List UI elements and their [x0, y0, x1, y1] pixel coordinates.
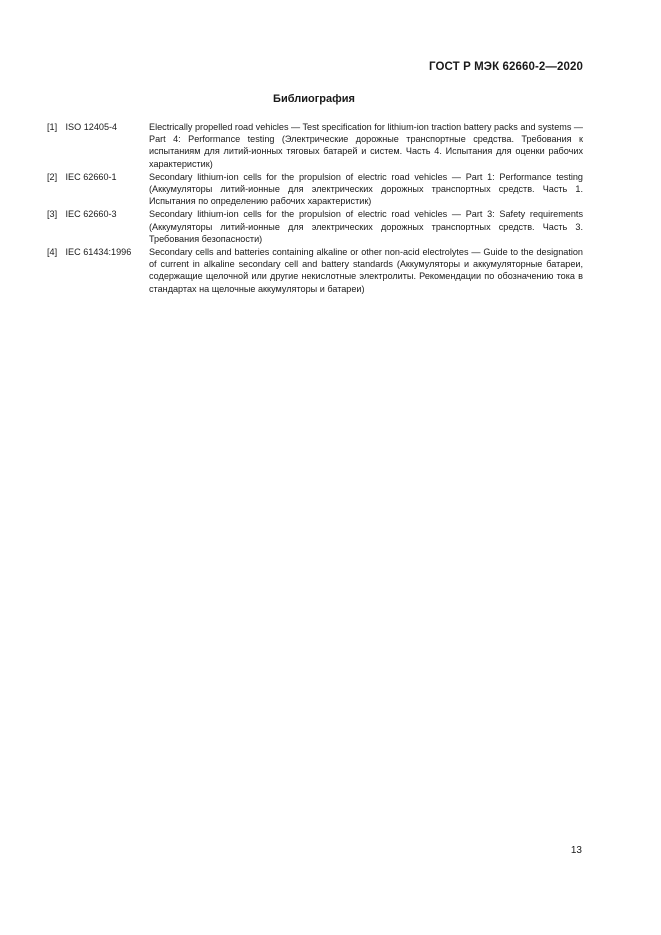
page-number: 13 — [570, 845, 582, 856]
bibliography-entry — [47, 208, 583, 245]
reference-text: Electrically propelled road vehicles — Test specification for lithium-ion traction battery packs and systems — Part 4: Performance testing (Электрические дорожные транспортные средства. Требования к испытаниям для литий-ионных тяговых батарей и систем. Часть 4. Испытания для оценки рабочих характеристик) — [149, 122, 583, 169]
bibliography-entry — [47, 246, 583, 295]
reference-standard: IEC 62660-1 — [65, 171, 117, 182]
reference-standard: ISO 12405-4 — [65, 122, 118, 132]
reference-text: Secondary lithium-ion cells for the propulsion of electric road vehicles — Part 3: Safety requirements (Аккумуляторы литий-ионные для электрических дорожных транспортных средств. Часть 3. Требования безопасности) — [149, 209, 583, 244]
reference-standard: IEC 62660-3 — [65, 209, 117, 220]
reference-id — [47, 171, 149, 208]
document-code-header: ГОСТ Р МЭК 62660-2—2020 — [429, 61, 583, 73]
reference-number: [4] — [47, 247, 58, 258]
reference-number: [3] — [47, 209, 58, 220]
reference-number: [2] — [47, 171, 58, 182]
bibliography-entry — [47, 121, 583, 170]
bibliography-list — [47, 121, 583, 296]
reference-text: Secondary lithium-ion cells for the propulsion of electric road vehicles — Part 1: Performance testing (Аккумуляторы литий-ионные для электрических дорожных транспортных средств. Часть 1. Испытания по определению рабочих характеристик) — [149, 171, 583, 207]
reference-id — [47, 121, 149, 170]
section-title: Библиография — [273, 93, 355, 105]
reference-id — [47, 208, 149, 245]
reference-id — [47, 246, 149, 295]
bibliography-entry — [47, 171, 583, 208]
reference-standard: IEC 61434:1996 — [65, 247, 132, 258]
reference-text: Secondary cells and batteries containing alkaline or other non-acid electrolytes — Guide to the designation of current in alkaline secondary cell and battery standards (Аккумуляторы и аккумуляторные батареи, содержащие щелочной или другие некислотные электролиты. Рекомендации по обозначению тока в стандартах на щелочные аккумуляторы и батареи) — [149, 247, 583, 294]
reference-number: [1] — [47, 122, 58, 132]
